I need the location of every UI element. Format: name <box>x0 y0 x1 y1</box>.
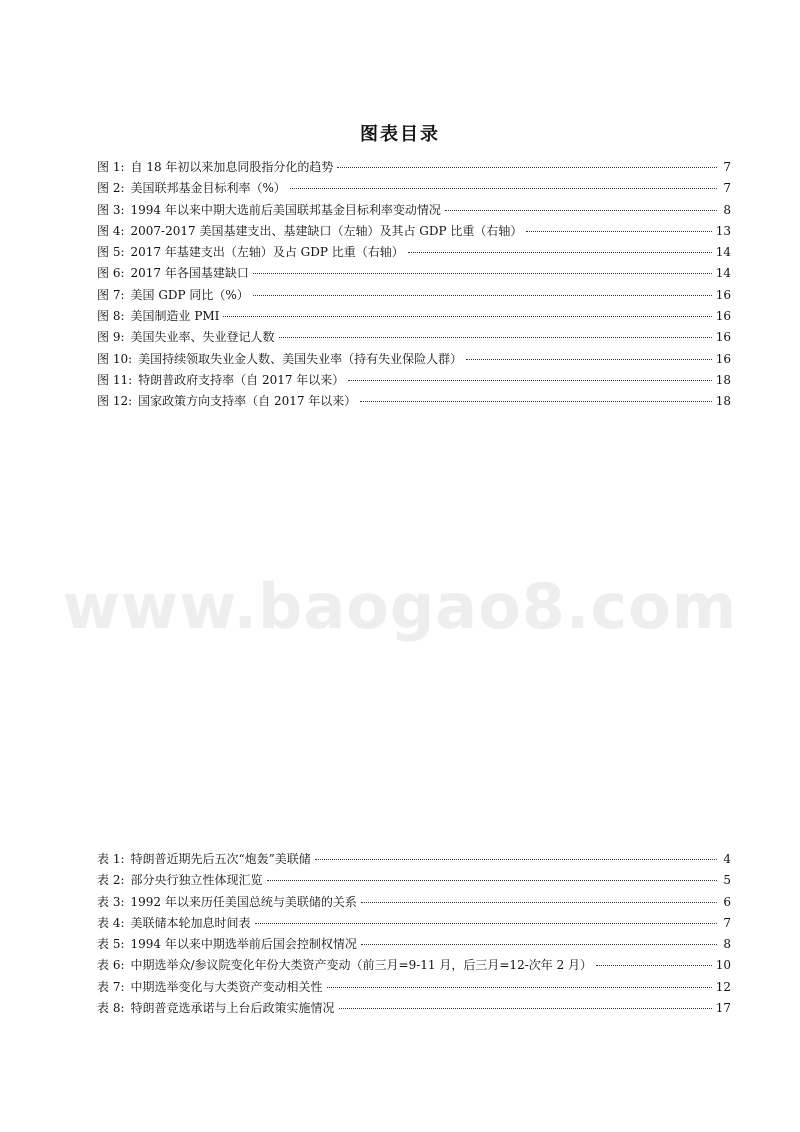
dot-leader <box>361 943 717 945</box>
figure-number: 图 10: <box>97 351 133 366</box>
table-number: 表 2: <box>97 873 125 888</box>
table-title: 中期选举众/参议院变化年份大类资产变动（前三月=9-11 月，后三月=12-次年 2 月） <box>130 958 593 973</box>
dot-leader <box>253 294 712 296</box>
figure-number: 图 2: <box>97 181 125 196</box>
dot-leader <box>279 336 712 338</box>
figure-title: 1994 年以来中期大选前后美国联邦基金目标利率变动情况 <box>130 202 441 217</box>
figure-title: 美国联邦基金目标利率（%） <box>130 181 286 196</box>
dot-leader <box>339 1007 712 1009</box>
table-page-number: 5 <box>723 873 731 888</box>
figure-title: 2017 年各国基建缺口 <box>130 266 249 281</box>
table-number: 表 3: <box>97 894 125 909</box>
table-entry[interactable] <box>97 870 731 891</box>
table-entry[interactable] <box>97 977 731 998</box>
dot-leader <box>253 272 712 274</box>
figure-entry[interactable] <box>97 242 731 263</box>
figure-title: 美国制造业 PMI <box>130 309 220 324</box>
table-number: 表 7: <box>97 979 125 994</box>
table-entry[interactable] <box>97 913 731 934</box>
dot-leader <box>466 358 712 360</box>
figure-title: 国家政策方向支持率（自 2017 年以来） <box>138 394 357 409</box>
figure-entry[interactable] <box>97 221 731 242</box>
table-title: 美联储本轮加息时间表 <box>130 915 251 930</box>
table-number: 表 1: <box>97 852 125 866</box>
figure-page-number: 13 <box>715 223 731 238</box>
figure-entry[interactable] <box>97 349 731 370</box>
figure-number: 图 4: <box>97 223 125 238</box>
figure-entry[interactable] <box>97 263 731 284</box>
figure-entry[interactable] <box>97 306 731 327</box>
figure-page-number: 14 <box>715 266 731 281</box>
figure-page-number: 7 <box>723 160 731 174</box>
dot-leader <box>408 251 712 253</box>
figure-number: 图 1: <box>97 160 125 174</box>
dot-leader <box>526 230 711 232</box>
table-page-number: 10 <box>715 958 731 973</box>
figure-page-number: 18 <box>715 394 731 409</box>
figure-page-number: 16 <box>715 309 731 324</box>
figure-page-number: 7 <box>723 181 731 196</box>
figure-title: 2007-2017 美国基建支出、基建缺口（左轴）及其占 GDP 比重（右轴） <box>130 223 523 238</box>
dot-leader <box>315 858 717 860</box>
table-title: 特朗普竞选承诺与上台后政策实施情况 <box>130 1001 335 1016</box>
dot-leader <box>327 986 712 988</box>
figure-title: 美国持续领取失业金人数、美国失业率（持有失业保险人群） <box>138 351 463 366</box>
figure-entry[interactable] <box>97 157 731 178</box>
dot-leader <box>290 187 717 189</box>
dot-leader <box>223 315 711 317</box>
figure-title: 2017 年基建支出（左轴）及占 GDP 比重（右轴） <box>130 245 404 260</box>
table-number: 表 8: <box>97 1001 125 1016</box>
table-title: 中期选举变化与大类资产变动相关性 <box>130 979 323 994</box>
dot-leader <box>361 901 717 903</box>
dot-leader <box>255 922 717 924</box>
figure-number: 图 5: <box>97 245 125 260</box>
table-page-number: 17 <box>715 1001 731 1016</box>
dot-leader <box>267 879 717 881</box>
table-entry[interactable] <box>97 892 731 913</box>
table-entry[interactable] <box>97 998 731 1019</box>
table-entry[interactable] <box>97 955 731 976</box>
table-number: 表 5: <box>97 937 125 952</box>
table-page-number: 7 <box>723 915 731 930</box>
figure-entry[interactable] <box>97 200 731 221</box>
figure-number: 图 8: <box>97 309 125 324</box>
figure-entry[interactable] <box>97 327 731 348</box>
figure-number: 图 12: <box>97 394 133 409</box>
table-title: 部分央行独立性体现汇览 <box>130 873 263 888</box>
table-page-number: 8 <box>723 937 731 952</box>
figure-page-number: 16 <box>715 330 731 345</box>
table-title: 1992 年以来历任美国总统与美联储的关系 <box>130 894 357 909</box>
figure-list <box>97 157 731 413</box>
toc-heading: 图表目录 <box>360 124 440 145</box>
table-page-number: 6 <box>723 894 731 909</box>
dot-leader <box>596 964 712 966</box>
figure-entry[interactable] <box>97 370 731 391</box>
watermark: www.baogao8.com <box>62 570 738 643</box>
table-page-number: 4 <box>723 852 731 866</box>
table-list <box>97 849 731 1019</box>
figure-number: 图 11: <box>97 372 133 387</box>
figure-number: 图 3: <box>97 202 125 217</box>
figure-entry[interactable] <box>97 178 731 199</box>
figure-page-number: 18 <box>715 372 731 387</box>
table-number: 表 4: <box>97 915 125 930</box>
figure-title: 美国失业率、失业登记人数 <box>130 330 275 345</box>
figure-title: 特朗普政府支持率（自 2017 年以来） <box>138 372 345 387</box>
table-title: 特朗普近期先后五次“炮轰”美联储 <box>130 852 311 866</box>
figure-title: 美国 GDP 同比（%） <box>130 287 249 302</box>
dot-leader <box>337 166 717 168</box>
dot-leader <box>360 400 711 402</box>
figure-page-number: 8 <box>723 202 731 217</box>
figure-entry[interactable] <box>97 391 731 412</box>
figure-page-number: 16 <box>715 351 731 366</box>
table-entry[interactable] <box>97 934 731 955</box>
table-title: 1994 年以来中期选举前后国会控制权情况 <box>130 937 357 952</box>
figure-page-number: 16 <box>715 287 731 302</box>
dot-leader <box>348 379 711 381</box>
table-page-number: 12 <box>715 979 731 994</box>
figure-number: 图 7: <box>97 287 125 302</box>
figure-title: 自 18 年初以来加息同股指分化的趋势 <box>130 160 334 174</box>
figure-page-number: 14 <box>715 245 731 260</box>
dot-leader <box>445 209 717 211</box>
table-entry[interactable] <box>97 849 731 870</box>
table-number: 表 6: <box>97 958 125 973</box>
figure-number: 图 6: <box>97 266 125 281</box>
figure-number: 图 9: <box>97 330 125 345</box>
figure-entry[interactable] <box>97 285 731 306</box>
